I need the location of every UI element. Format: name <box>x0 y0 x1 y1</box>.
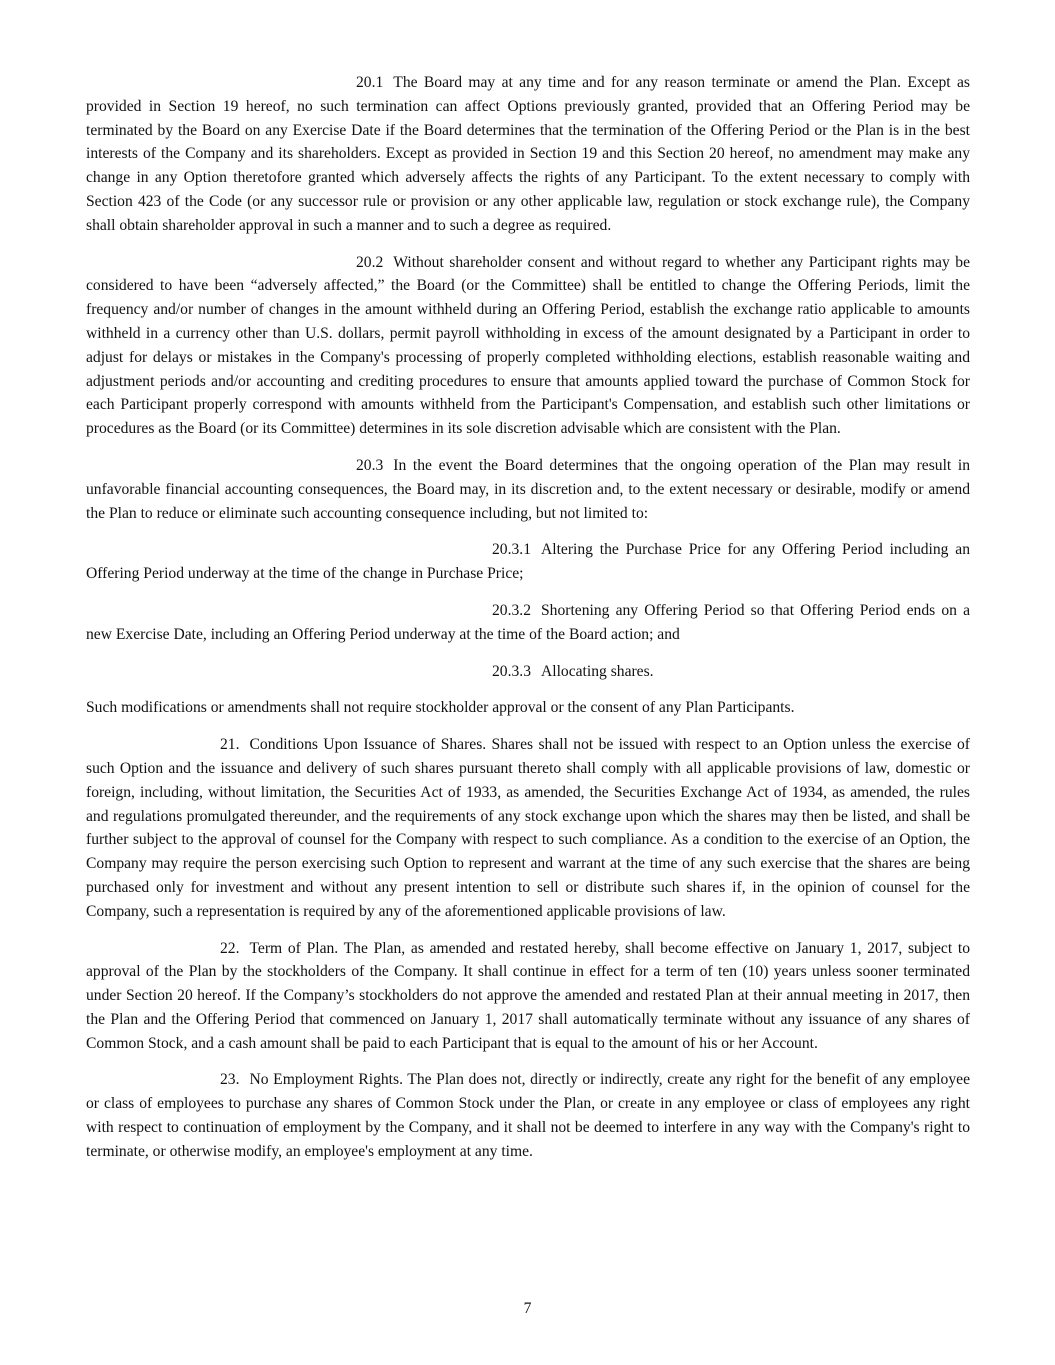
section-22-paragraph <box>86 937 970 1056</box>
section-text: Altering the Purchase Price for any Offering Period including an Offering Period underway at the time of the change in Purchase Price; <box>86 541 970 583</box>
section-number: 22. <box>220 939 240 957</box>
section-text: Such modifications or amendments shall not require stockholder approval or the consent of any Plan Participants. <box>86 699 795 717</box>
section-20-3-3-paragraph <box>86 660 970 684</box>
section-number: 20.3.3 <box>492 662 531 680</box>
section-text: The Board may at any time and for any reason terminate or amend the Plan. Except as provided in Section 19 hereof, no such termination can affect Options previously granted, provided that an Offering Period may be terminated by the Board on any Exercise Date if the Board determines that the termination of the Offering Period or the Plan is in the best interests of the Company and its shareholders. Except as provided in Section 19 and this Section 20 hereof, no amendment may make any change in any Option theretofore granted which adversely affects the rights of any Participant. To the extent necessary to comply with Section 423 of the Code (or any successor rule or provision or any other applicable law, regulation or stock exchange rule), the Company shall obtain shareholder approval in such a manner and to such a degree as required. <box>86 74 970 234</box>
section-20-3-1-paragraph <box>86 538 970 586</box>
section-text: Term of Plan. The Plan, as amended and restated hereby, shall become effective on January 1, 2017, subject to approval of the Plan by the stockholders of the Company. It shall continue in effect for a term of ten (10) years unless sooner terminated under Section 20 hereof. If the Company’s stockholders do not approve the amended and restated Plan at their annual meeting in 2017, then the Plan and the Offering Period that commenced on January 1, 2017 shall automatically terminate without any issuance of any shares of Common Stock, and a cash amount shall be paid to each Participant that is equal to the amount of his or her Account. <box>86 939 970 1052</box>
section-number: 23. <box>220 1071 240 1089</box>
section-20-3-paragraph <box>86 454 970 525</box>
modifications-paragraph <box>86 696 970 720</box>
document-body <box>86 71 970 1177</box>
page-number: 7 <box>523 1300 532 1317</box>
section-text: Conditions Upon Issuance of Shares. Shares shall not be issued with respect to an Option unless the exercise of such Option and the issuance and delivery of such shares pursuant thereto shall comply with all applicable provisions of law, domestic or foreign, including, without limitation, the Securities Act of 1933, as amended, the Securities Exchange Act of 1934, as amended, the rules and regulations promulgated thereunder, and the requirements of any stock exchange upon which the shares may then be listed, and shall be further subject to the approval of counsel for the Company with respect to such compliance. As a condition to the exercise of an Option, the Company may require the person exercising such Option to represent and warrant at the time of any such exercise that the shares are being purchased only for investment and without any present intention to sell or distribute such shares if, in the opinion of counsel for the Company, such a representation is required by any of the aforementioned applicable provisions of law. <box>86 736 970 920</box>
section-text: No Employment Rights. The Plan does not, directly or indirectly, create any right for the benefit of any employee or class of employees to purchase any shares of Common Stock under the Plan, or create in any employee or class of employees any right with respect to continuation of employment by the Company, and it shall not be deemed to interfere in any way with the Company's right to terminate, or otherwise modify, an employee's employment at any time. <box>86 1071 970 1160</box>
section-20-3-2-paragraph <box>86 599 970 647</box>
section-text: Allocating shares. <box>540 662 654 680</box>
section-20-2-paragraph <box>86 251 970 441</box>
section-number: 21. <box>220 736 240 754</box>
section-20-1-paragraph <box>86 71 970 238</box>
section-number: 20.3.2 <box>492 601 531 619</box>
section-23-paragraph <box>86 1068 970 1163</box>
section-number: 20.3.1 <box>492 541 531 559</box>
section-number: 20.2 <box>356 253 384 271</box>
section-text: Without shareholder consent and without regard to whether any Participant rights may be considered to have been “adversely affected,” the Board (or the Committee) shall be entitled to change the Offering Periods, limit the frequency and/or number of changes in the amount withheld during an Offering Period, establish the exchange ratio applicable to amounts withheld in a currency other than U.S. dollars, permit payroll withholding in excess of the amount designated by a Participant in order to adjust for delays or mistakes in the Company's processing of properly completed withholding elections, establish reasonable waiting and adjustment periods and/or accounting and crediting procedures to ensure that amounts applied toward the purchase of Common Stock for each Participant properly correspond with amounts withheld from the Participant's Compensation, and establish such other limitations or procedures as the Board (or its Committee) determines in its sole discretion advisable which are consistent with the Plan. <box>86 253 970 438</box>
section-number: 20.3 <box>356 456 384 474</box>
section-21-paragraph <box>86 733 970 923</box>
section-text: Shortening any Offering Period so that Offering Period ends on a new Exercise Date, including an Offering Period underway at the time of the Board action; and <box>86 601 970 643</box>
section-number: 20.1 <box>356 74 384 91</box>
section-text: In the event the Board determines that the ongoing operation of the Plan may result in unfavorable financial accounting consequences, the Board may, in its discretion and, to the extent necessary or desirable, modify or amend the Plan to reduce or eliminate such accounting consequence including, but not limited to: <box>86 456 970 522</box>
